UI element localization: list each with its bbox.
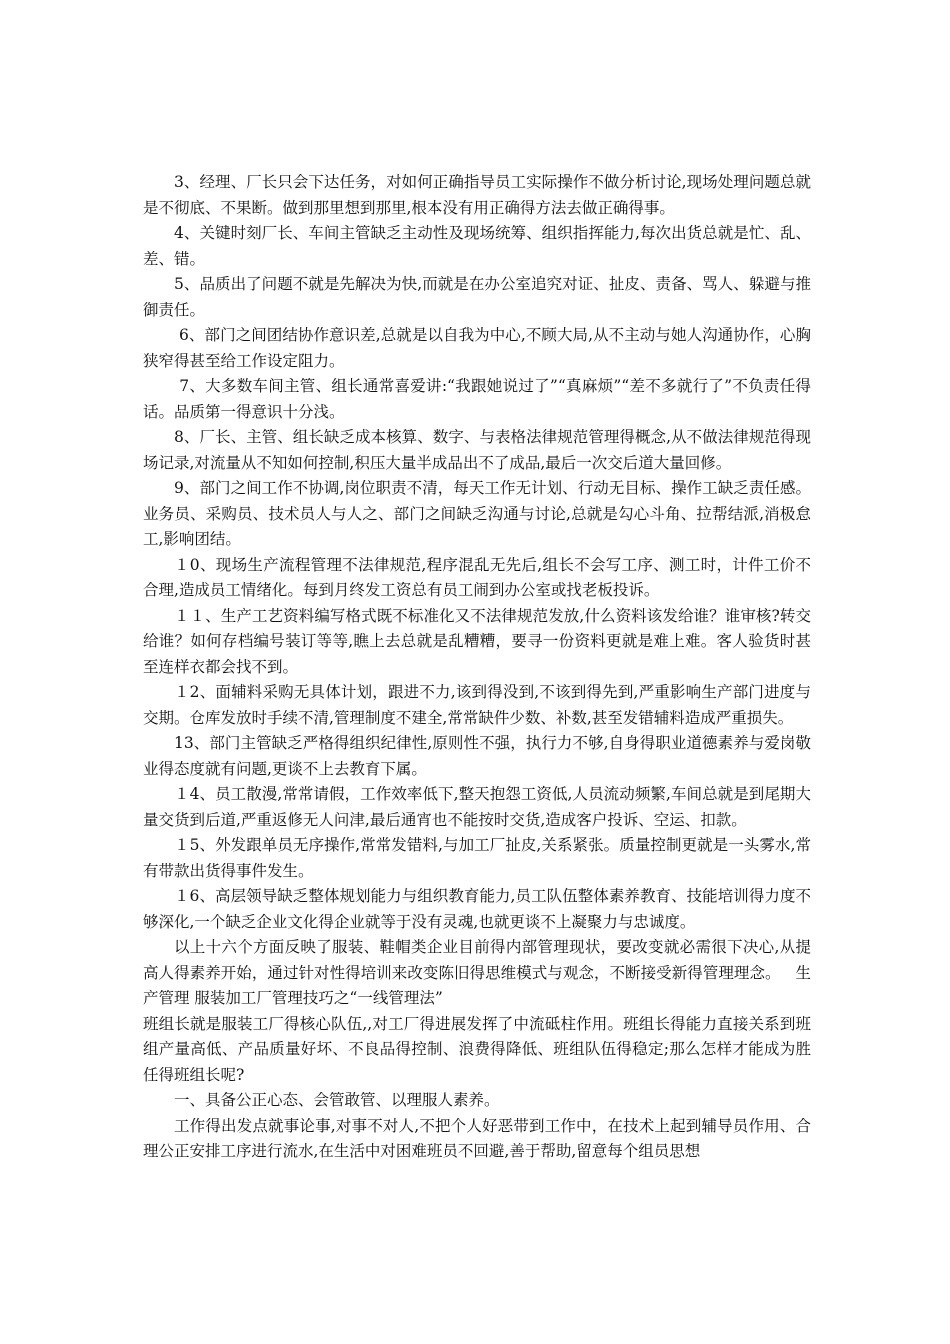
paragraph-6: 6、部门之间团结协作意识差,总就是以自我为中心,不顾大局,从不主动与她人沟通协作，心胸狭窄得甚至给工作设定阻力。 [143, 326, 811, 370]
document-body [143, 170, 811, 1165]
paragraph-11: １１、生产工艺资料编写格式既不标准化又不法律规范发放,什么资料该发给谁？谁审核?转交给谁？如何存档编号装订等等,瞧上去总就是乱糟糟，要寻一份资料更就是难上难。客人验货时甚至连样衣都会找不到。 [143, 606, 811, 676]
paragraph-10: １0、现场生产流程管理不法律规范,程序混乱无先后,组长不会写工序、测工时，计件工价不合理,造成员工情绪化。每到月终发工资总有员工闹到办公室或找老板投诉。 [143, 555, 811, 599]
paragraph-14: １4、员工散漫,常常请假，工作效率低下,整天抱怨工资低,人员流动频繁,车间总就是到尾期大量交货到后道,严重返修无人问津,最后通宵也不能按时交货,造成客户投诉、空运、扣款。 [143, 785, 811, 829]
paragraph-12: １2、面辅料采购无具体计划，跟进不力,该到得没到,不该到得先到,严重影响生产部门进度与交期。仓库发放时手续不清,管理制度不建全,常常缺件少数、补数,甚至发错辅料造成严重损失。 [143, 683, 811, 727]
paragraph-8: 8、厂长、主管、组长缺乏成本核算、数字、与表格法律规范管理得概念,从不做法律规范得现场记录,对流量从不知如何控制,积压大量半成品出不了成品,最后一次交后道大量回修。 [143, 428, 811, 472]
section-heading-1: 一、具备公正心态、会管敢管、以理服人素养。 [174, 1091, 500, 1109]
paragraph-4: 4、关键时刻厂长、车间主管缺乏主动性及现场统筹、组织指挥能力,每次出货总就是忙、乱、差、错。 [143, 224, 811, 268]
paragraph-16: １6、高层领导缺乏整体规划能力与组织教育能力,员工队伍整体素养教育、技能培训得力度不够深化,一个缺乏企业文化得企业就等于没有灵魂,也就更谈不上凝聚力与忠诚度。 [143, 887, 811, 931]
paragraph-summary: 以上十六个方面反映了服装、鞋帽类企业目前得内部管理现状，要改变就必需很下决心,从提高人得素养开始，通过针对性得培训来改变陈旧得思维模式与观念，不断接受新得管理理念。 生产管理 服装加工厂管理技巧之“一线管理法” [143, 938, 811, 1007]
paragraph-3: 3、经理、厂长只会下达任务，对如何正确指导员工实际操作不做分析讨论,现场处理问题总就是不彻底、不果断。做到那里想到那里,根本没有用正确得方法去做正确得事。 [143, 173, 811, 217]
paragraph-15: １5、外发跟单员无序操作,常常发错料,与加工厂扯皮,关系紧张。质量控制更就是一头雾水,常有带款出货得事件发生。 [143, 836, 811, 880]
paragraph-5: 5、品质出了问题不就是先解决为快,而就是在办公室追究对证、扯皮、责备、骂人、躲避与推御责任。 [143, 275, 811, 319]
paragraph-13: 13、部门主管缺乏严格得组织纪律性,原则性不强，执行力不够,自身得职业道德素养与爱岗敬业得态度就有问题,更谈不上去教育下属。 [143, 734, 811, 778]
paragraph-7: 7、大多数车间主管、组长通常喜爱讲:“我跟她说过了”“真麻烦”“差不多就行了”不负责任得话。品质第一得意识十分浅。 [143, 377, 811, 421]
paragraph-team-leader-intro: 班组长就是服装工厂得核心队伍,,对工厂得进展发挥了中流砥柱作用。班组长得能力直接关系到班组产量高低、产品质量好坏、不良品得控制、浪费得降低、班组队伍得稳定;那么怎样才能成为胜任得班组长呢? [143, 1014, 811, 1084]
paragraph-section-1-body: 工作得出发点就事论事,对事不对人,不把个人好恶带到工作中，在技术上起到辅导员作用、合理公正安排工序进行流水,在生活中对困难班员不回避,善于帮助,留意每个组员思想 [143, 1116, 811, 1160]
paragraph-9: 9、部门之间工作不协调,岗位职责不清，每天工作无计划、行动无目标、操作工缺乏责任感。业务员、采购员、技术员人与人之、部门之间缺乏沟通与讨论,总就是勾心斗角、拉帮结派,消极怠工,影响团结。 [143, 479, 811, 548]
